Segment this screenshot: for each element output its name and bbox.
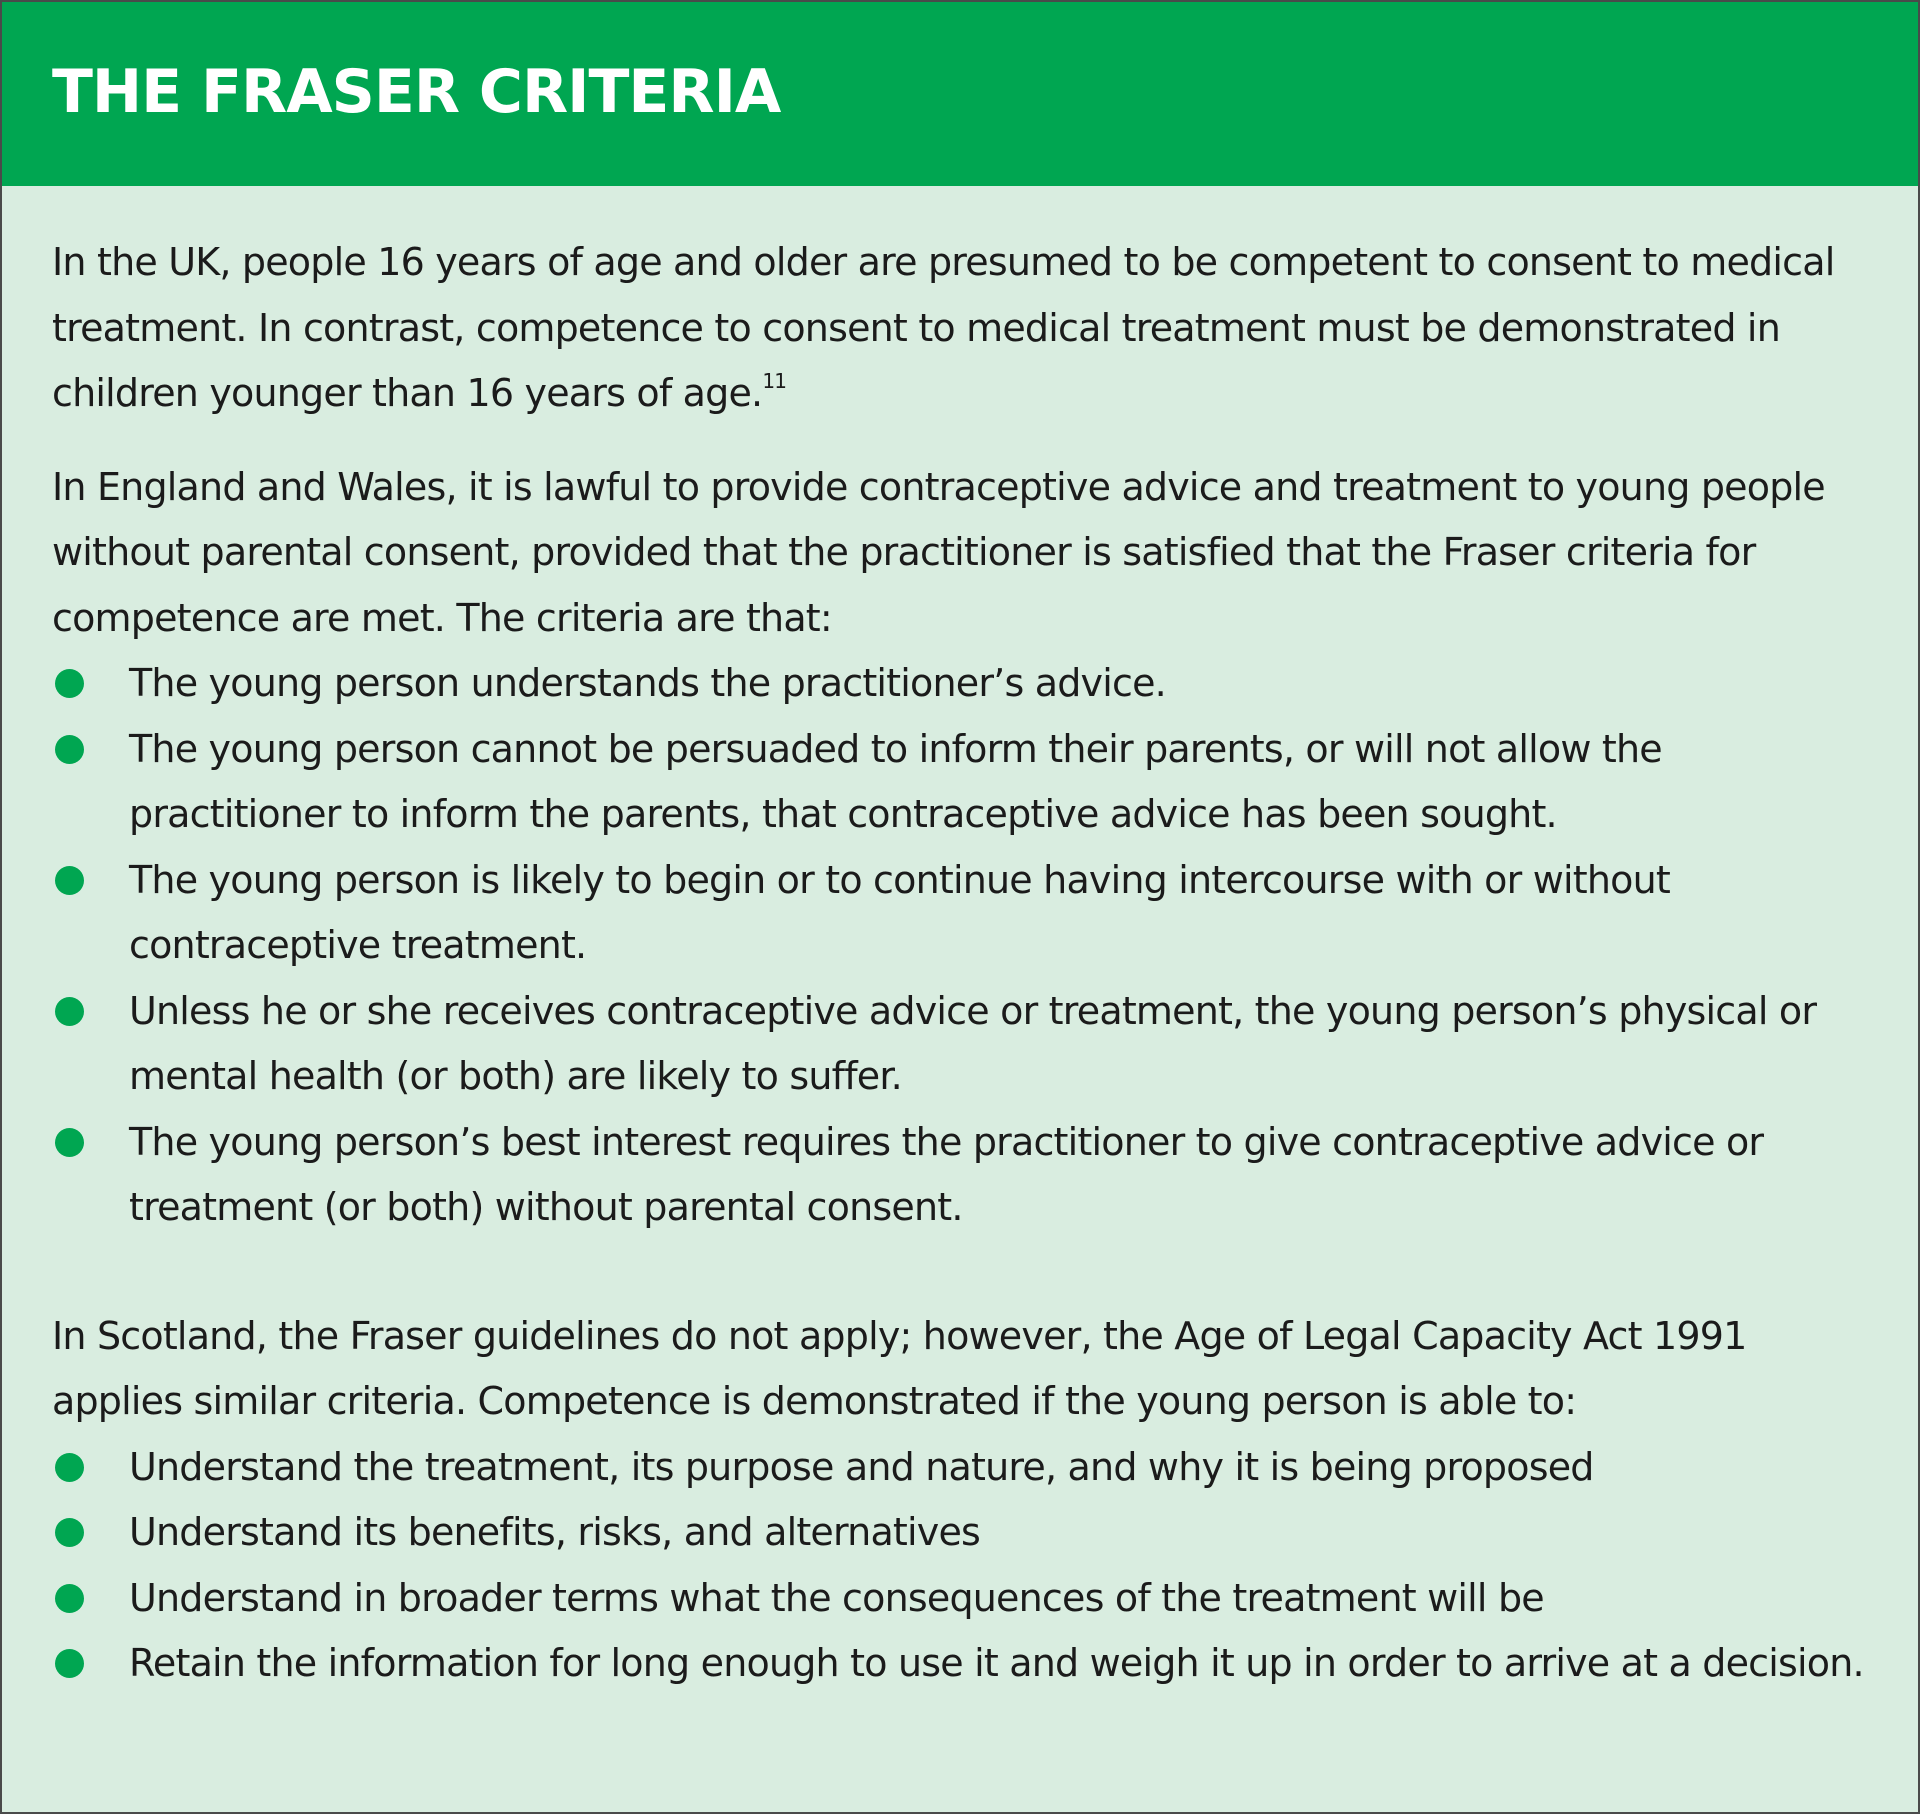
- intro-paragraph: [52, 230, 1872, 427]
- spacer: [52, 1241, 1872, 1304]
- list-item-text: Retain the information for long enough to use it and weigh it up in order to arrive at a decision.: [129, 1641, 1864, 1685]
- scotland-criteria-list: [52, 1435, 1872, 1697]
- list-item: [52, 979, 1872, 1110]
- list-item-text: Unless he or she receives contraceptive advice or treatment, the young person’s physical or mental health (or both) are likely to suffer.: [129, 988, 1817, 1098]
- bullet-dot-icon: [55, 669, 84, 698]
- spacer: [52, 427, 1872, 455]
- scotland-paragraph: In Scotland, the Fraser guidelines do not apply; however, the Age of Legal Capacity Act 1991 applies similar criteria. Competence is demonstrated if the young person is able to:: [52, 1313, 1747, 1423]
- bullet-dot-icon: [55, 1518, 84, 1547]
- box-content: [52, 230, 1872, 1697]
- list-item-text: Understand its benefits, risks, and alternatives: [129, 1510, 981, 1554]
- england-wales-criteria-list: [52, 651, 1872, 1241]
- list-item-text: The young person understands the practitioner’s advice.: [129, 661, 1166, 705]
- list-item-text: The young person is likely to begin or to continue having intercourse with or without contraceptive treatment.: [129, 857, 1670, 967]
- bullet-dot-icon: [55, 1584, 84, 1613]
- list-item: [52, 651, 1872, 717]
- list-item: [52, 1631, 1872, 1697]
- list-item: [52, 1435, 1872, 1501]
- box-title: THE FRASER CRITERIA: [52, 57, 781, 127]
- list-item-text: Understand the treatment, its purpose and nature, and why it is being proposed: [129, 1444, 1594, 1489]
- intro-text: In the UK, people 16 years of age and older are presumed to be competent to consent to medical treatment. In contrast, competence to consent to medical treatment must be demonstrated in children younger than 16 years of age.: [52, 240, 1835, 415]
- list-item: [52, 848, 1872, 979]
- bullet-dot-icon: [55, 1128, 84, 1157]
- header-bar: [2, 2, 1918, 186]
- england-wales-paragraph: In England and Wales, it is lawful to provide contraceptive advice and treatment to young people without parental consent, provided that the practitioner is satisfied that the Fraser criteria for competence are met. The criteria are that:: [52, 464, 1825, 640]
- list-item: [52, 717, 1872, 848]
- list-item-text: Understand in broader terms what the consequences of the treatment will be: [129, 1575, 1544, 1620]
- list-item: [52, 1566, 1872, 1632]
- bullet-dot-icon: [55, 866, 84, 895]
- bullet-dot-icon: [55, 735, 84, 764]
- bullet-dot-icon: [55, 1649, 84, 1678]
- list-item-text: The young person’s best interest requires the practitioner to give contraceptive advice or treatment (or both) without parental consent.: [129, 1119, 1764, 1229]
- list-item: [52, 1500, 1872, 1566]
- list-item: [52, 1110, 1872, 1241]
- list-item-text: The young person cannot be persuaded to inform their parents, or will not allow the practitioner to inform the parents, that contraceptive advice has been sought.: [129, 726, 1662, 836]
- bullet-dot-icon: [55, 1453, 84, 1482]
- bullet-dot-icon: [55, 997, 84, 1026]
- footnote-reference: 11: [762, 369, 787, 393]
